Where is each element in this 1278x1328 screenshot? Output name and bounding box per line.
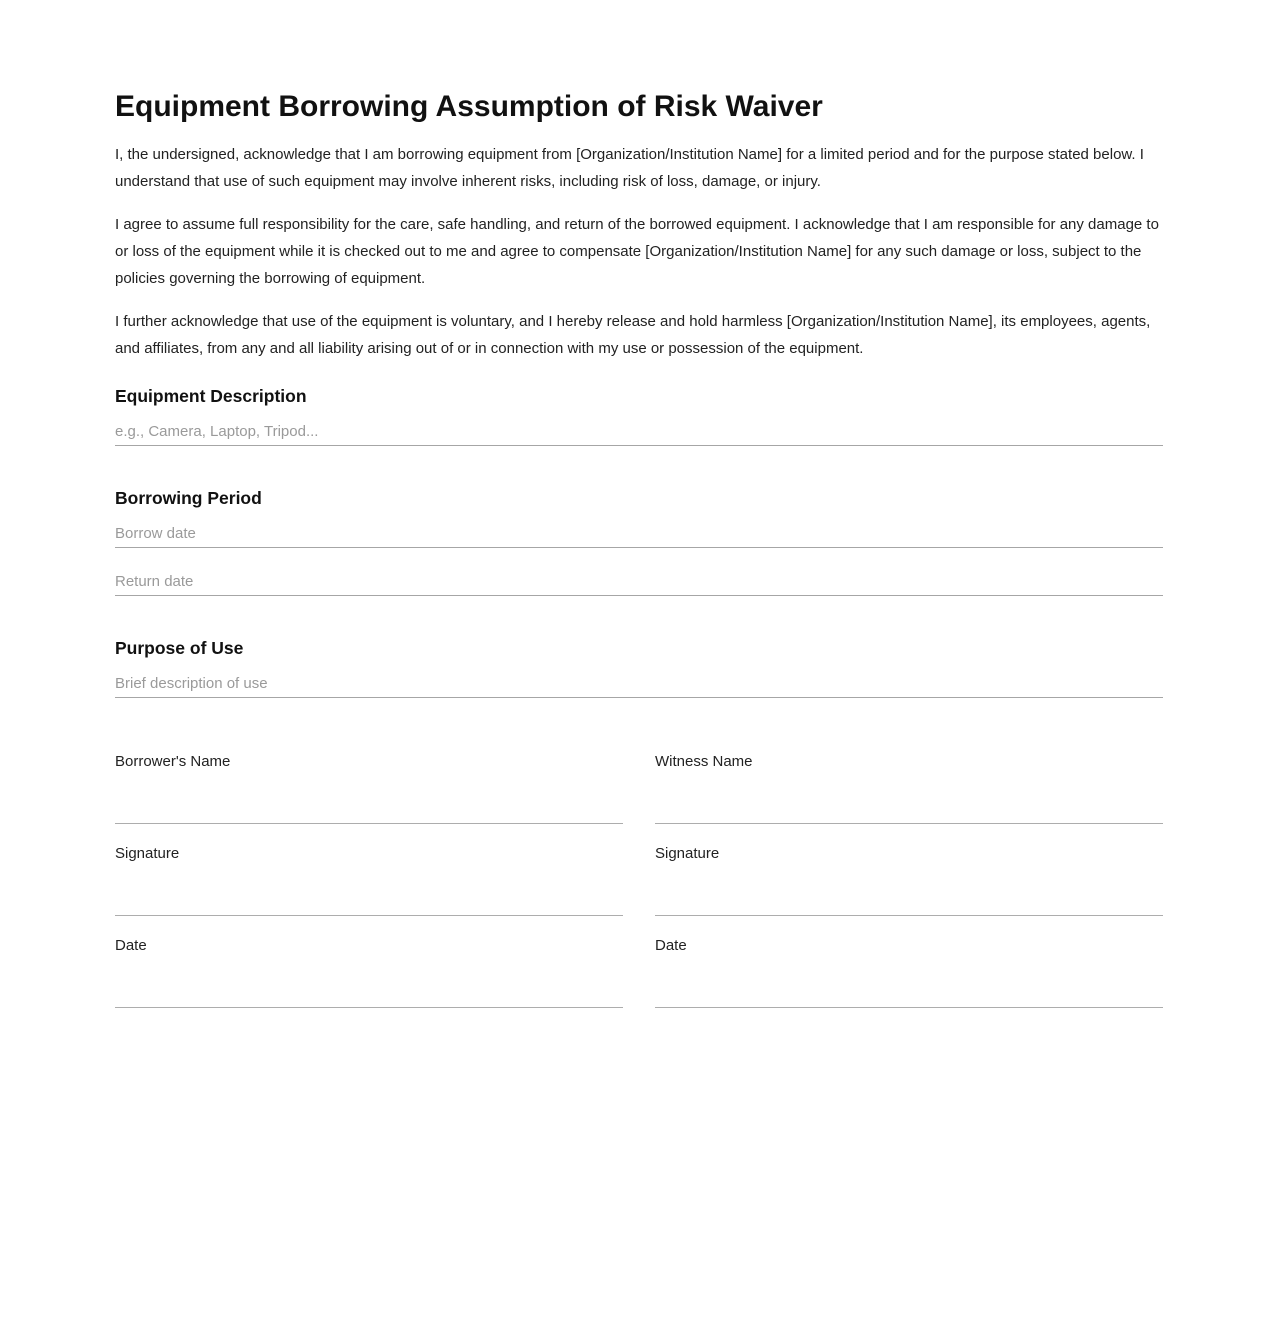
witness-signature-label: Signature: [655, 844, 720, 862]
equipment-description-group: [115, 386, 1163, 446]
witness-signature-column: [655, 752, 1163, 1028]
borrowing-period-heading: Borrowing Period: [115, 487, 262, 508]
borrower-date-input[interactable]: [115, 974, 623, 1008]
intro-paragraph-2: I agree to assume full responsibility for the care, safe handling, and return of the borrowed equipment. I acknowledge that I am responsible for any damage to or loss of the equipment while it is checked out to me and agree to compensate [Organization/Institution Name] for any such damage or loss, subject to the policies governing the borrowing of equipment.: [115, 215, 1159, 287]
borrower-date-label: Date: [115, 936, 147, 954]
return-date-input[interactable]: [115, 568, 1163, 596]
signature-section: [115, 752, 1163, 1028]
witness-name-field: [655, 752, 1163, 824]
borrower-signature-field: [115, 844, 623, 916]
intro-paragraph-3: I further acknowledge that use of the equipment is voluntary, and I hereby release and hold harmless [Organization/Institution Name], its employees, agents, and affiliates, from any and all liability arising out of or in connection with my use or possession of the equipment.: [115, 312, 1151, 357]
purpose-of-use-input[interactable]: [115, 670, 1163, 698]
borrower-signature-input[interactable]: [115, 882, 623, 916]
borrower-name-input[interactable]: [115, 790, 623, 824]
borrowing-period-group: [115, 488, 1163, 596]
purpose-of-use-group: [115, 638, 1163, 698]
borrower-date-field: [115, 936, 623, 1008]
intro-paragraph-1: I, the undersigned, acknowledge that I am borrowing equipment from [Organization/Institution Name] for a limited period and for the purpose stated below. I understand that use of such equipment may involve inherent risks, including risk of loss, damage, or injury.: [115, 145, 1144, 190]
witness-date-input[interactable]: [655, 974, 1163, 1008]
borrower-signature-label: Signature: [115, 844, 180, 862]
page-title: Equipment Borrowing Assumption of Risk Waiver: [115, 90, 823, 123]
witness-date-field: [655, 936, 1163, 1008]
equipment-description-input[interactable]: [115, 418, 1163, 446]
witness-signature-field: [655, 844, 1163, 916]
witness-date-label: Date: [655, 936, 687, 954]
purpose-of-use-heading: Purpose of Use: [115, 637, 244, 658]
borrower-signature-column: [115, 752, 623, 1028]
borrow-date-input[interactable]: [115, 520, 1163, 548]
witness-name-label: Witness Name: [655, 752, 753, 770]
waiver-document: [115, 0, 1163, 1328]
witness-signature-input[interactable]: [655, 882, 1163, 916]
witness-name-input[interactable]: [655, 790, 1163, 824]
borrower-name-field: [115, 752, 623, 824]
borrower-name-label: Borrower's Name: [115, 752, 231, 770]
equipment-description-heading: Equipment Description: [115, 385, 307, 406]
